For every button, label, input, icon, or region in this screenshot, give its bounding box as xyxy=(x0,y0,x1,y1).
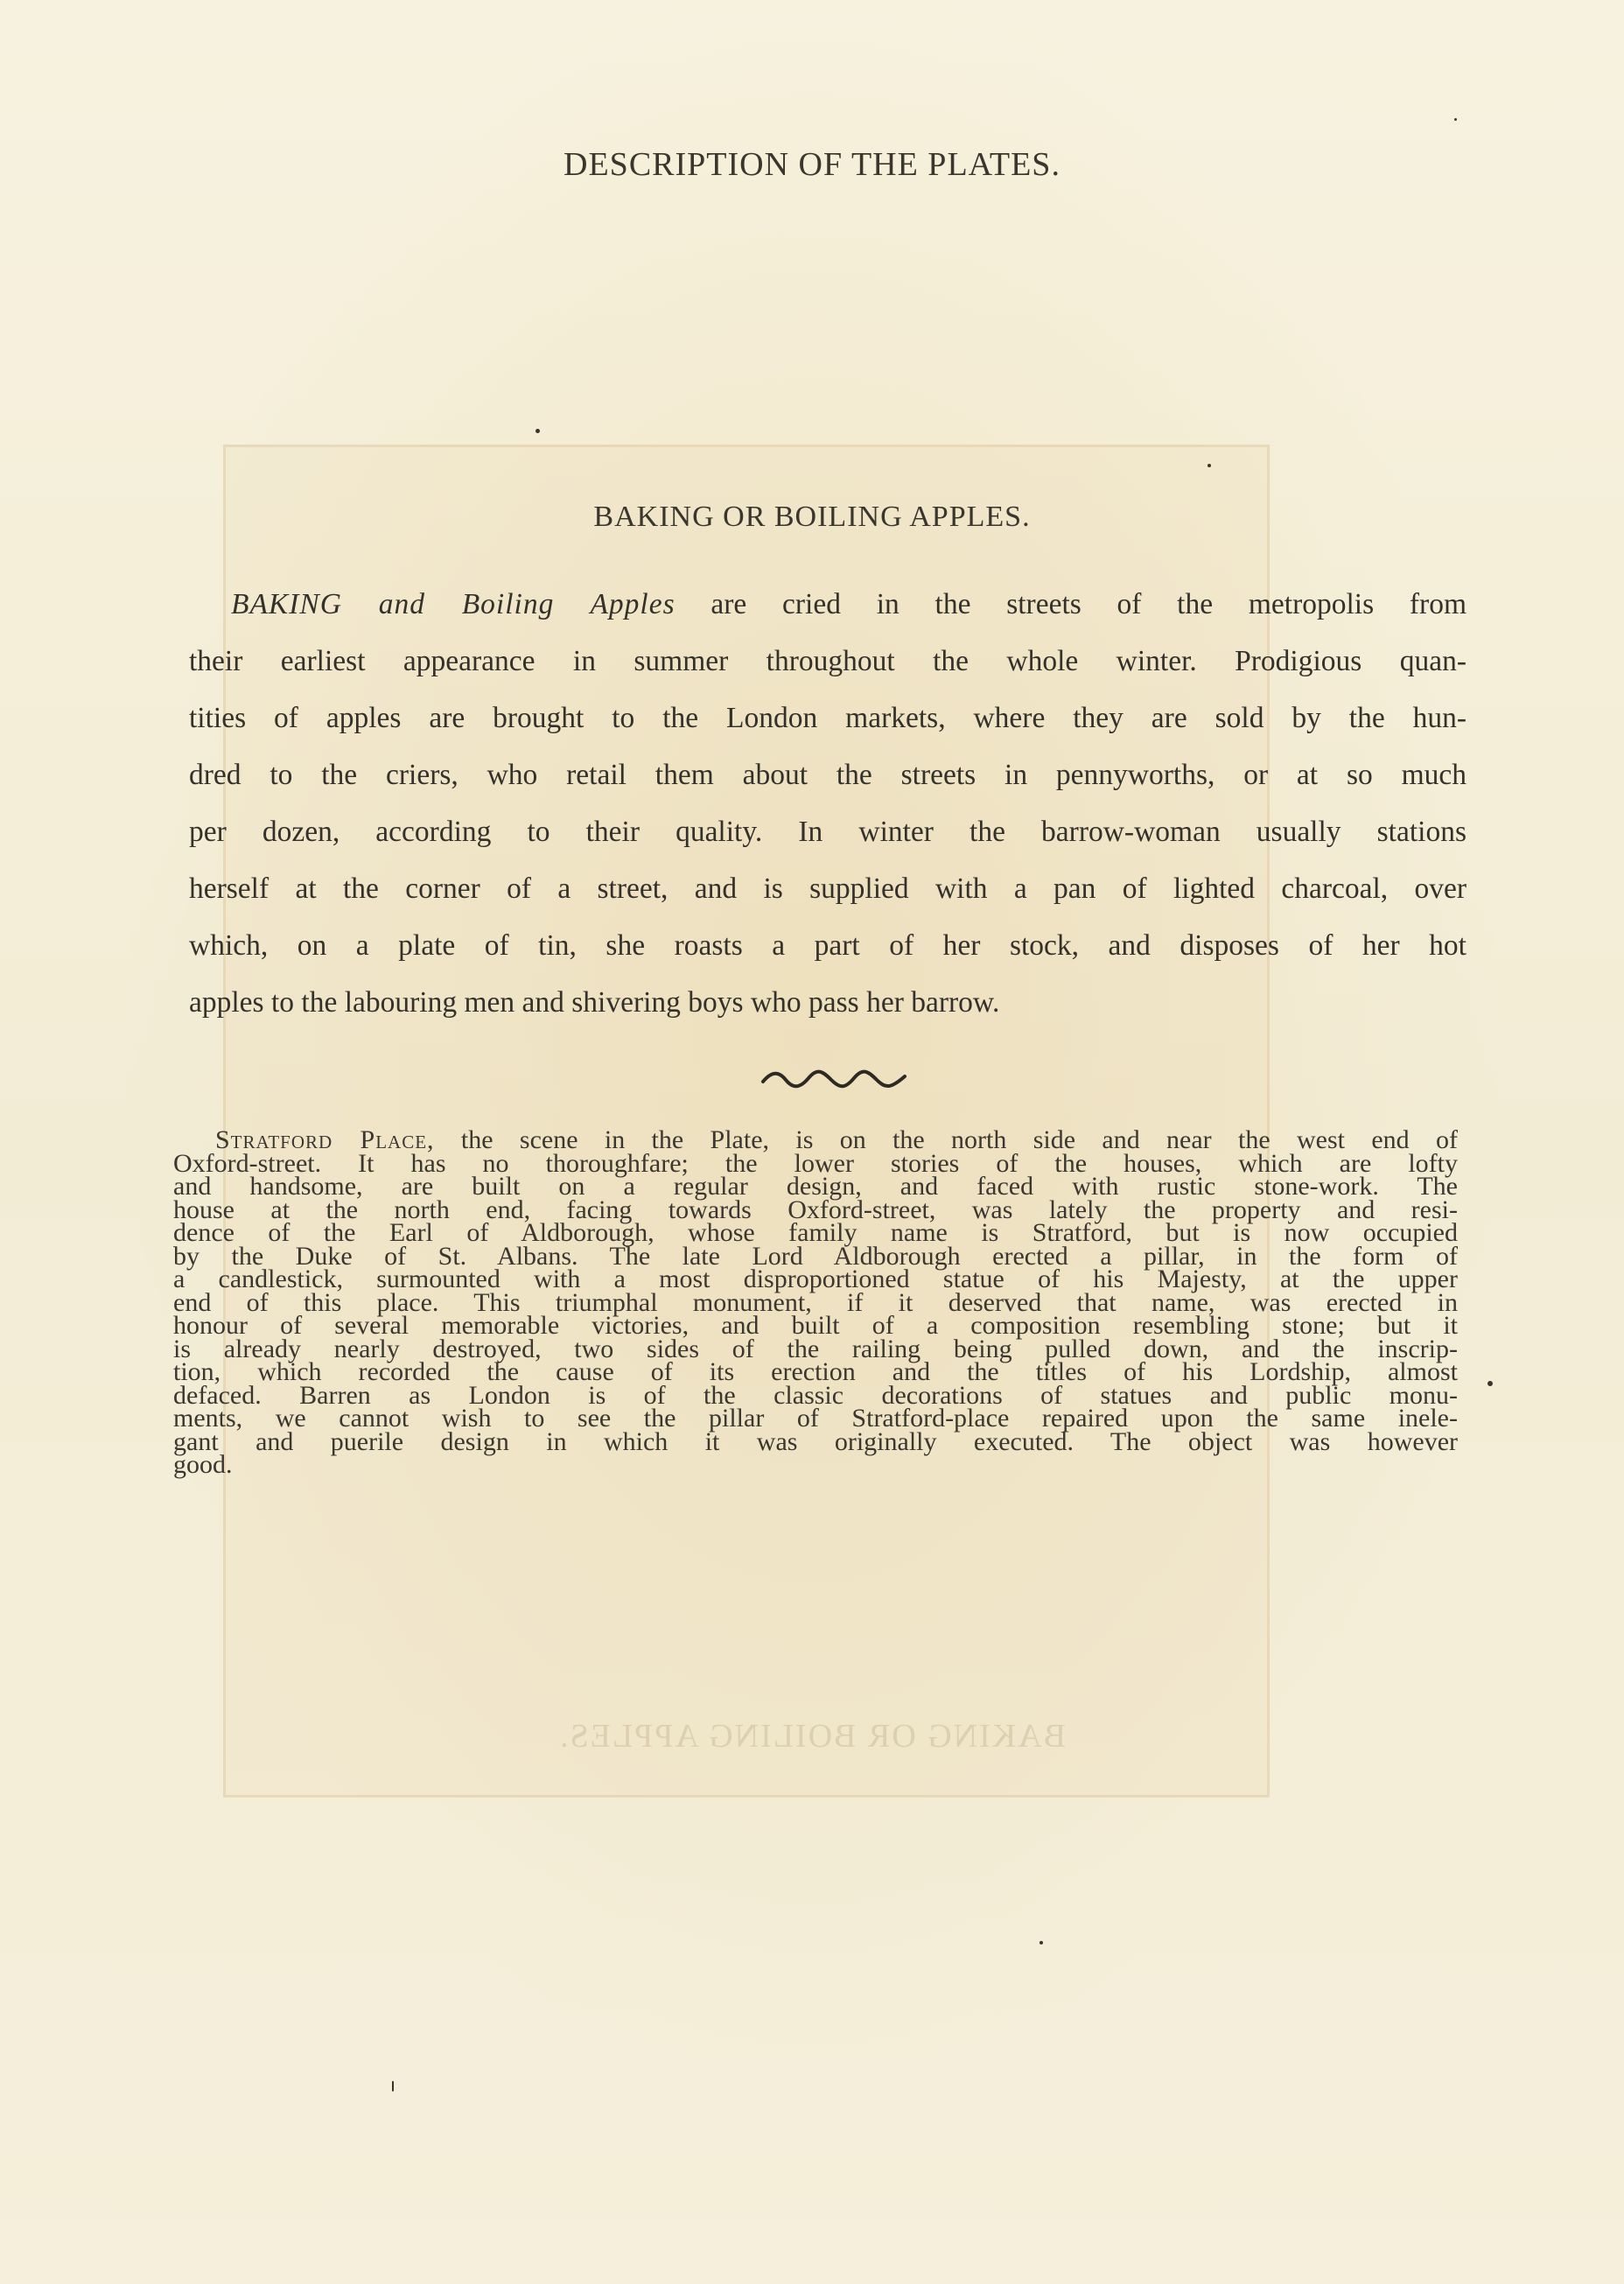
wave-ornament-icon xyxy=(760,1069,908,1090)
note-line-3: and handsome, are built on a regular design, and faced with rustic stone-work. The xyxy=(173,1172,1458,1201)
main-line-3: tities of apples are brought to the London markets, where they are sold by the hun- xyxy=(189,702,1466,734)
main-line-8: apples to the labouring men and shivering boys who pass her barrow. xyxy=(189,986,1000,1019)
note-line-13: ments, we cannot wish to see the pillar of Stratford-place repaired upon the same inele- xyxy=(173,1404,1458,1433)
note-paragraph xyxy=(173,1125,1458,1479)
note-line-1-text: the scene in the Plate, is on the north side and near the west end of xyxy=(434,1125,1458,1154)
main-line-2: their earliest appearance in summer throughout the whole winter. Prodigious quan- xyxy=(189,645,1466,677)
paper-speck xyxy=(1040,1941,1043,1944)
page-header: DESCRIPTION OF THE PLATES. xyxy=(564,146,1060,183)
note-lead: Stratford Place, xyxy=(215,1125,435,1154)
note-line-8: end of this place. This triumphal monument, if it deserved that name, was erected in xyxy=(173,1287,1458,1317)
note-line-14: gant and puerile design in which it was originally executed. The object was however xyxy=(173,1426,1458,1456)
note-line-11: tion, which recorded the cause of its erection and the titles of his Lordship, almost xyxy=(173,1357,1458,1386)
note-line-2: Oxford-street. It has no thoroughfare; the lower stories of the houses, which are lofty xyxy=(173,1148,1458,1178)
note-line-5: dence of the Earl of Aldborough, whose family name is Stratford, but is now occupied xyxy=(173,1218,1458,1247)
note-line-6: by the Duke of St. Albans. The late Lord Aldborough erected a pillar, in the form of xyxy=(173,1241,1458,1271)
note-line-7: a candlestick, surmounted with a most disproportioned statue of his Majesty, at the upper xyxy=(173,1265,1458,1293)
note-line-9: honour of several memorable victories, and built of a composition resembling stone; but it xyxy=(173,1311,1458,1340)
note-line-10: is already nearly destroyed, two sides of the railing being pulled down, and the inscrip- xyxy=(173,1334,1458,1363)
main-line-1-text: are cried in the streets of the metropolis from xyxy=(675,588,1466,620)
main-line-7: which, on a plate of tin, she roasts a part of her stock, and disposes of her hot xyxy=(189,929,1466,962)
main-line-4: dred to the criers, who retail them about the streets in pennyworths, or at so much xyxy=(189,759,1466,791)
note-line-4: house at the north end, facing towards Oxford-street, was lately the property and resi- xyxy=(173,1195,1458,1224)
note-line-15: good. xyxy=(173,1450,233,1479)
paper-speck xyxy=(536,429,540,433)
main-line-5: per dozen, according to their quality. In winter the barrow-woman usually stations xyxy=(189,816,1466,848)
main-line-6: herself at the corner of a street, and is supplied with a pan of lighted charcoal, over xyxy=(189,872,1466,905)
paper-speck xyxy=(1454,118,1457,121)
main-paragraph xyxy=(189,576,1466,1031)
main-line-1 xyxy=(189,576,1466,633)
paper-speck xyxy=(1488,1381,1493,1386)
paper-speck xyxy=(1208,464,1211,467)
plate-title: BAKING OR BOILING APPLES. xyxy=(593,501,1031,533)
paper-speck xyxy=(392,2081,394,2091)
mirrored-offset-title: BAKING OR BOILING APPLES. xyxy=(558,1718,1066,1755)
note-line-12: defaced. Barren as London is of the classic decorations of statues and public monu- xyxy=(173,1380,1458,1410)
main-lead: BAKING and Boiling Apples xyxy=(231,588,676,620)
